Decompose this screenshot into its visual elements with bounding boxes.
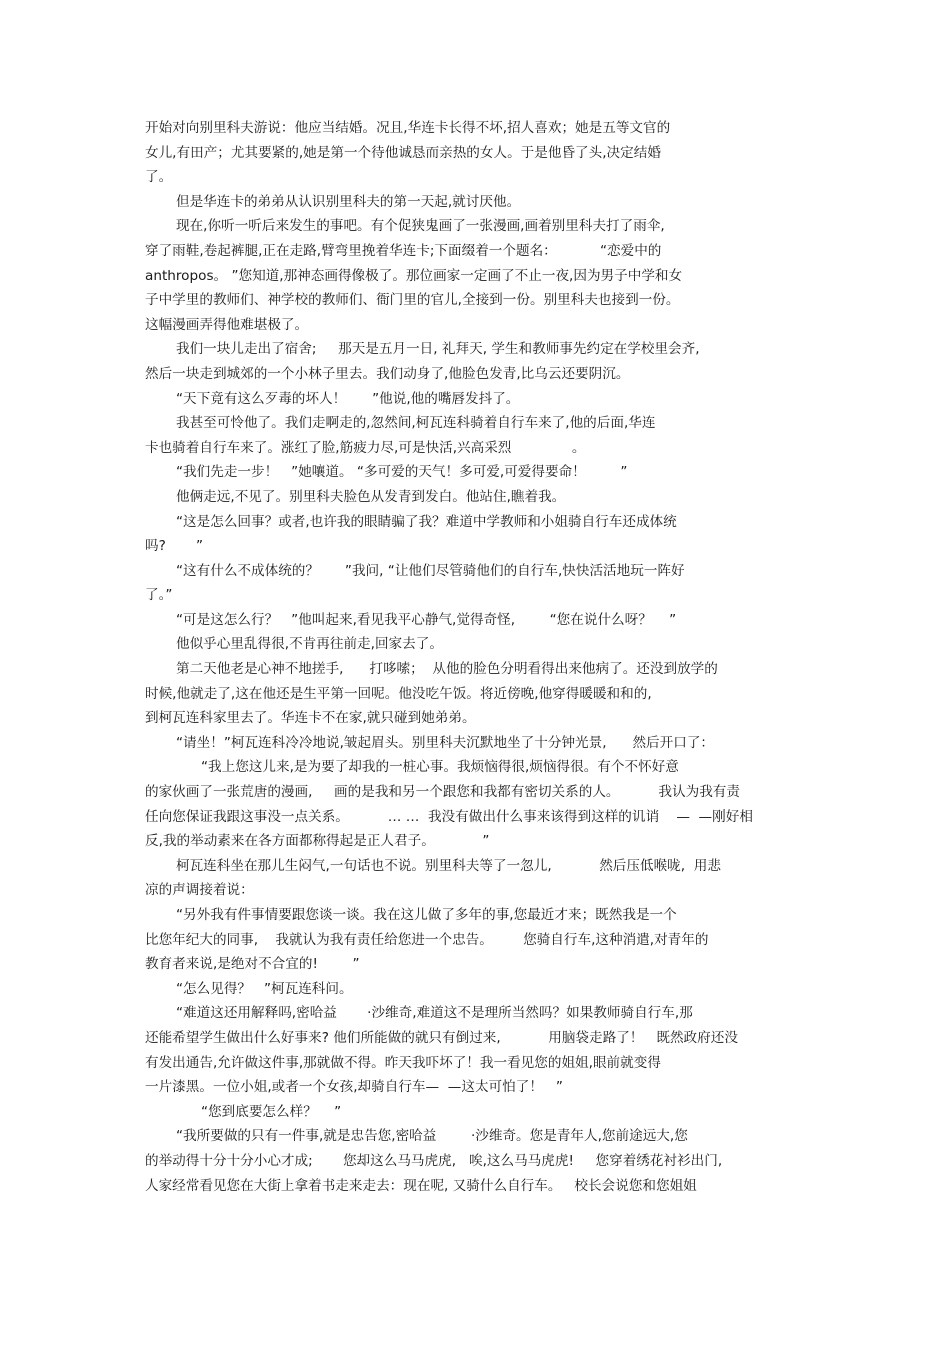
text-line: “可是这怎么行？ ”他叫起来,看见我平心静气,觉得奇怪, “您在说什么呀？ ” [176,611,677,628]
text-line: 到柯瓦连科家里去了。华连卡不在家,就只碰到她弟弟。 [145,710,476,727]
text-line: 的家伙画了一张荒唐的漫画, 画的是我和另一个跟您和我都有密切关系的人。 我认为我有责 [145,784,740,801]
text-line: 这幅漫画弄得他难堪极了。 [145,316,309,333]
text-line: 穿了雨鞋,卷起裤腿,正在走路,臂弯里挽着华连卡;下面缀着一个题名： “恋爱中的 [145,242,662,259]
text-line: 他似乎心里乱得很,不肯再往前走,回家去了。 [176,636,443,653]
text-line: “难道这还用解释吗,密哈益 ·沙维奇,难道这不是理所当然吗？如果教师骑自行车,那 [176,1005,693,1022]
text-line: 反,我的举动素来在各方面都称得起是正人君子。 ” [145,833,490,850]
text-line: 吗? ” [145,538,204,555]
text-line: “天下竟有这么歹毒的坏人！ ”他说,他的嘴唇发抖了。 [176,390,520,407]
text-line: 一片漆黑。一位小姐,或者一个女孩,却骑自行车— —这太可怕了！ ” [145,1079,563,1096]
text-line: “您到底要怎么样？ ” [201,1103,342,1120]
text-line: “怎么见得？ ”柯瓦连科问。 [176,980,353,997]
text-line: 教育者来说,是绝对不合宜的! ” [145,956,360,973]
text-line: 任向您保证我跟这事没一点关系。 … … 我没有做出什么事来该得到这样的讥诮 — —刚好相 [145,808,753,825]
text-line: 比您年纪大的同事, 我就认为我有责任给您进一个忠告。 您骑自行车,这种消遣,对青年的 [145,931,709,948]
text-line: “这有什么不成体统的？ ”我问, “让他们尽管骑他们的自行车,快快活活地玩一阵好 [176,562,685,579]
text-line: 开始对向别里科夫游说：他应当结婚。况且,华连卡长得不坏,招人喜欢；她是五等文官的 [145,120,671,136]
text-line: 我甚至可怜他了。我们走啊走的,忽然间,柯瓦连科骑着自行车来了,他的后面,华连 [176,415,656,432]
text-line: 的举动得十分十分小心才成; 您却这么马马虎虎, 唉,这么马马虎虎! 您穿着绣花衬衫出门, [145,1152,723,1169]
text-line: 子中学里的教师们、神学校的教师们、衙门里的官儿,全接到一份。别里科夫也接到一份。 [145,292,680,309]
body-text [145,116,805,1198]
text-line: 还能希望学生做出什么好事来? 他们所能做的就只有倒过来, 用脑袋走路了！ 既然政府还没 [145,1029,738,1046]
text-line: 时候,他就走了,这在他还是生平第一回呢。他没吃午饭。将近傍晚,他穿得暖暖和和的, [145,685,652,702]
text-line: 他俩走远,不见了。别里科夫脸色从发青到发白。他站住,瞧着我。 [176,488,566,505]
text-line: “我们先走一步！ ”她嚷道。 “多可爱的天气！多可爱,可爱得要命！ ” [176,464,628,481]
text-line: 人家经常看见您在大街上拿着书走来走去：现在呢, 又骑什么自行车。 校长会说您和您姐姐 [145,1177,697,1194]
text-line: 但是华连卡的弟弟从认识别里科夫的第一天起,就讨厌他。 [176,193,521,210]
text-line: 然后一块走到城郊的一个小林子里去。我们动身了,他脸色发青,比乌云还要阴沉。 [145,365,630,382]
text-line: “我上您这儿来,是为要了却我的一桩心事。我烦恼得很,烦恼得很。有个不怀好意 [201,759,679,776]
text-line: “这是怎么回事？或者,也许我的眼睛骗了我？难道中学教师和小姐骑自行车还成体统 [176,513,677,530]
text-line: 我们一块儿走出了宿舍; 那天是五月一日, 礼拜天, 学生和教师事先约定在学校里会齐, [176,341,700,358]
text-line: 了。” [145,587,173,604]
text-line: 柯瓦连科坐在那儿生闷气,一句话也不说。别里科夫等了一忽儿, 然后压低喉咙, 用悲 [176,857,721,874]
text-line: 了。 [145,169,173,186]
text-line: “请坐！”柯瓦连科冷冷地说,皱起眉头。别里科夫沉默地坐了十分钟光景, 然后开口了： [176,734,715,751]
text-line: 第二天他老是心神不地搓手, 打哆嗦； 从他的脸色分明看得出来他病了。还没到放学的 [176,661,718,678]
text-line: 凉的声调接着说： [145,882,254,899]
text-line: “我所要做的只有一件事,就是忠告您,密哈益 ·沙维奇。您是青年人,您前途远大,您 [176,1128,688,1145]
text-line: 有发出通告,允许做这件事,那就做不得。昨天我吓坏了！我一看见您的姐姐,眼前就变得 [145,1054,661,1071]
text-line: 女儿,有田产；尤其要紧的,她是第一个待他诚恳而亲热的女人。于是他昏了头,决定结婚 [145,144,661,161]
text-line: 现在,你听一听后来发生的事吧。有个促狭鬼画了一张漫画,画着别里科夫打了雨伞, [176,218,665,235]
text-line: anthropos。 ”您知道,那神态画得像极了。那位画家一定画了不止一夜,因为男子中学和女 [145,267,683,284]
text-line: “另外我有件事情要跟您谈一谈。我在这儿做了多年的事,您最近才来；既然我是一个 [176,907,677,923]
text-line: 卡也骑着自行车来了。涨红了脸,筋疲力尽,可是快活,兴高采烈 。 [145,439,586,456]
